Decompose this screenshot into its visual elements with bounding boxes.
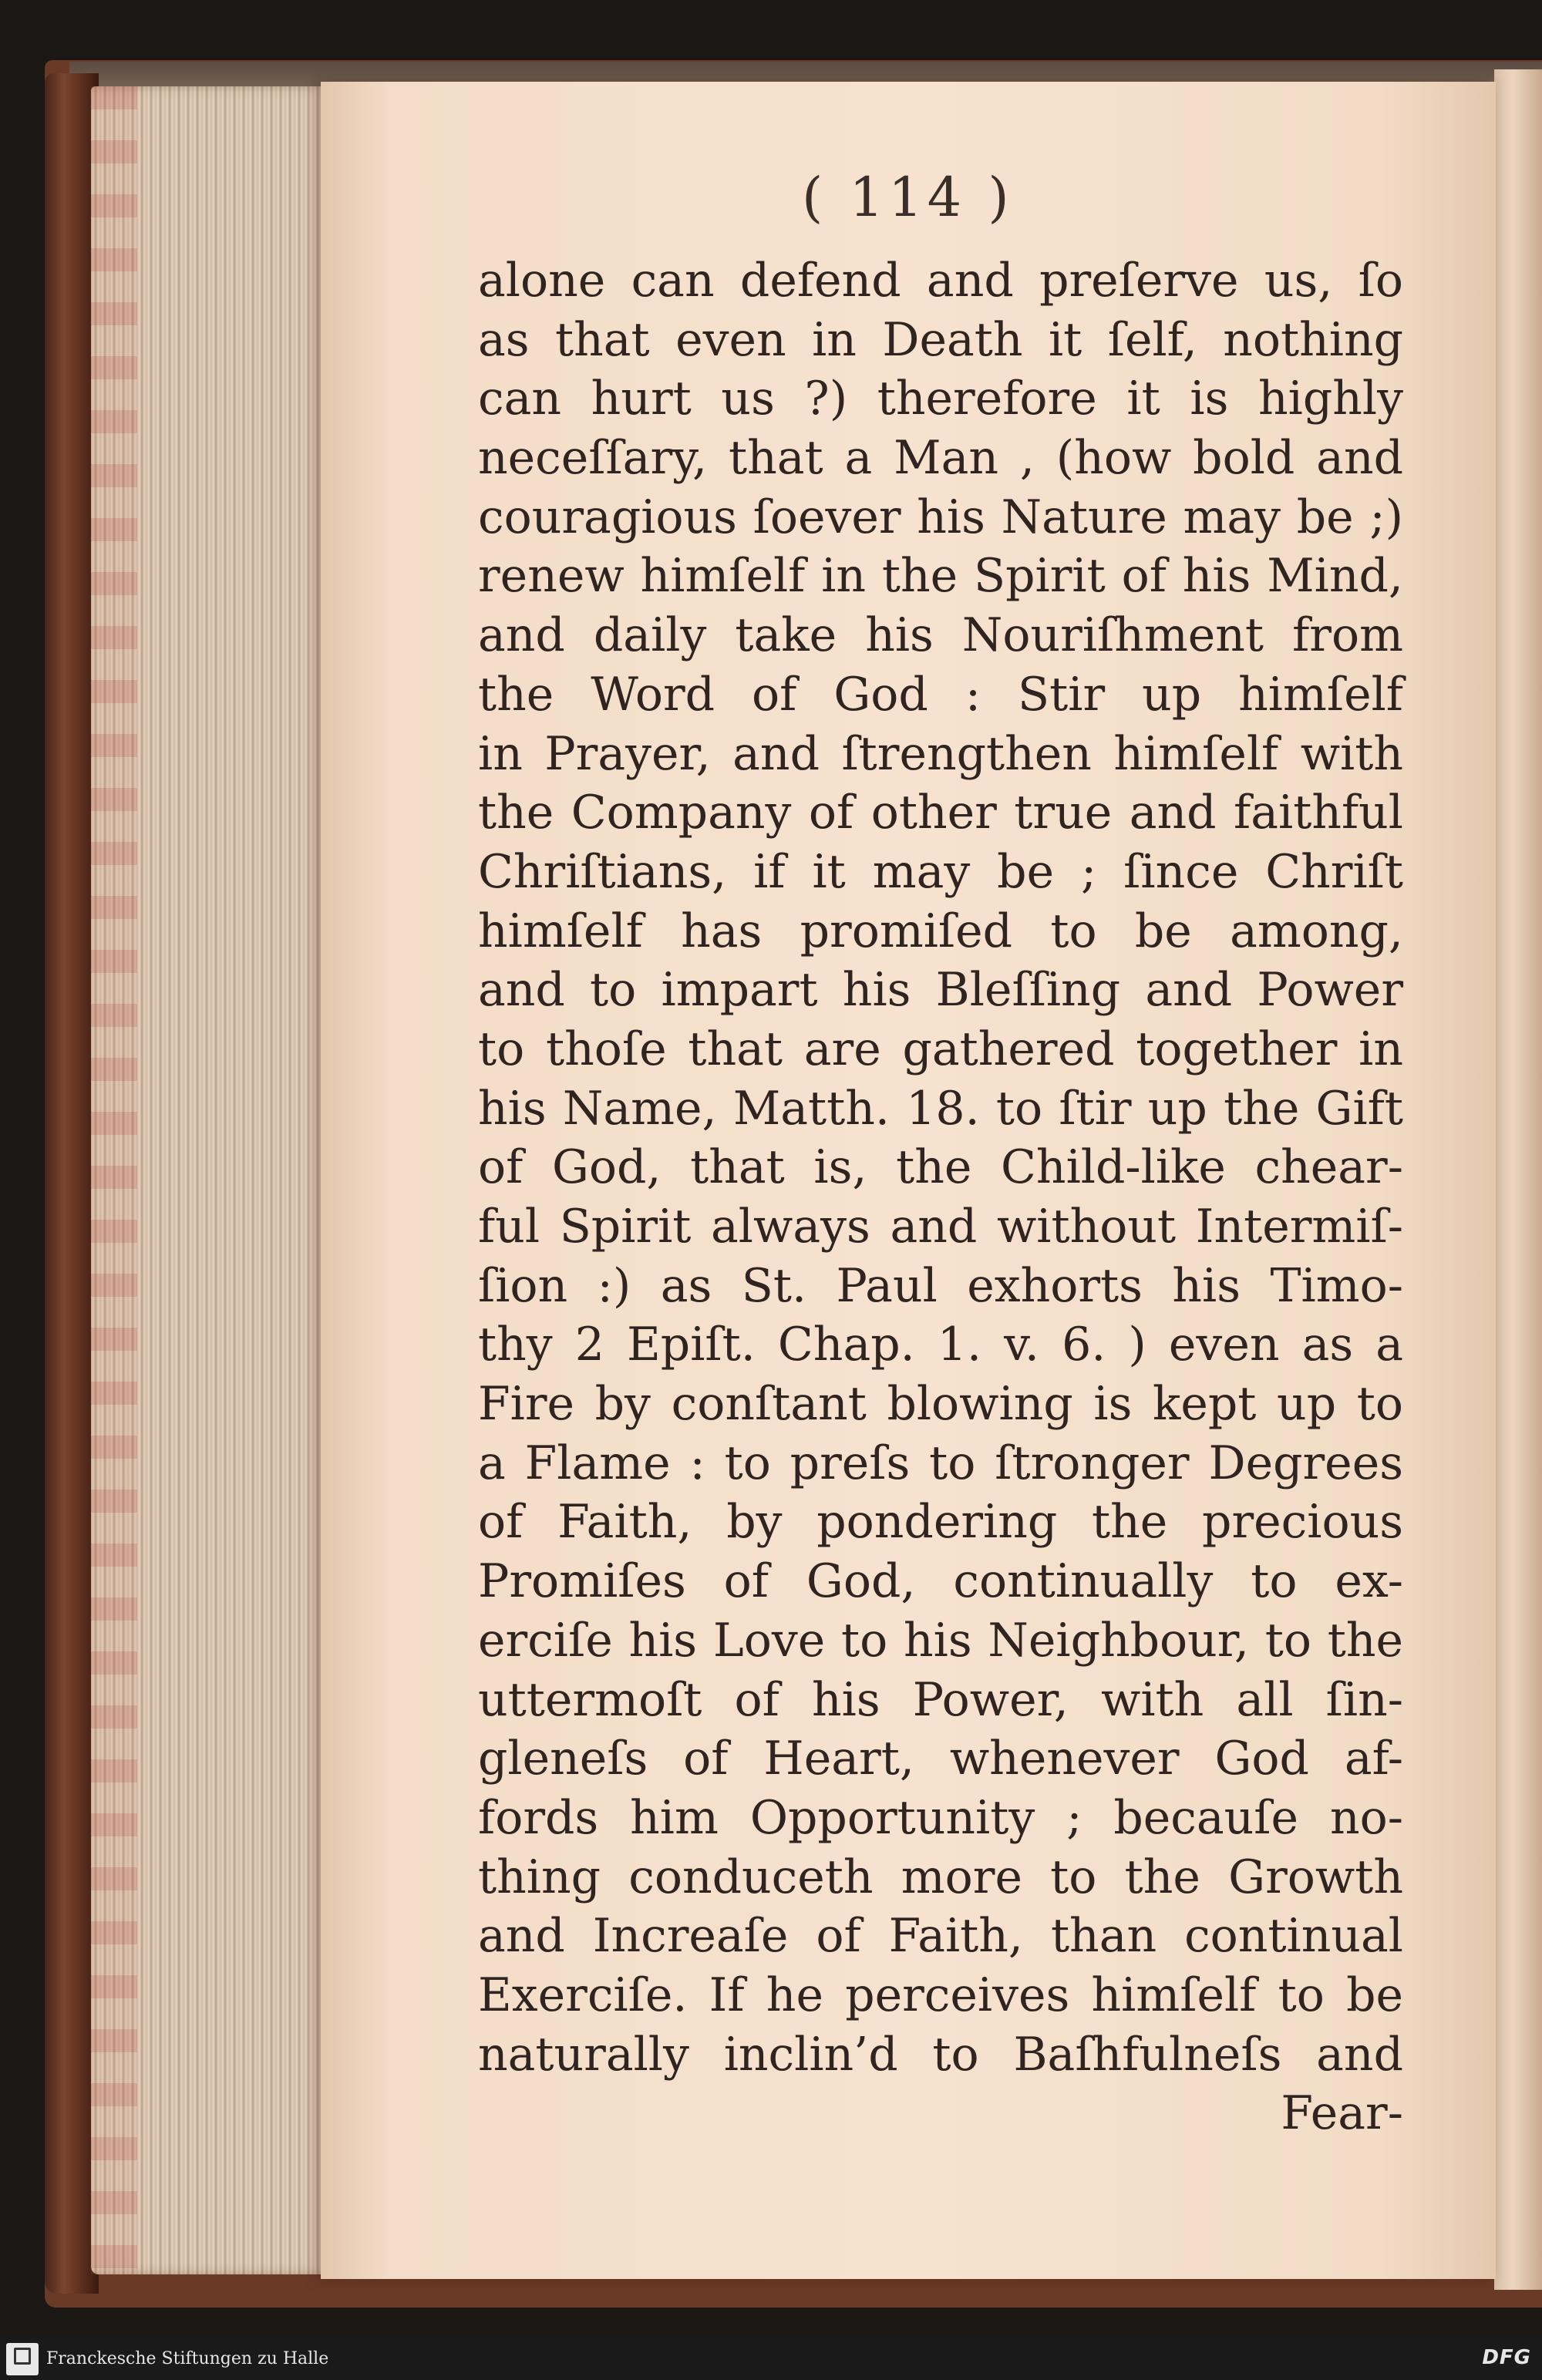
text-line: ſion :) as St. Paul exhorts his Timo- bbox=[478, 1258, 1403, 1313]
text-line: renew himſelf in the Spirit of his Mind, bbox=[478, 549, 1403, 604]
text-line: alone can defend and preſerve us, ſo bbox=[478, 254, 1403, 308]
text-line: naturally inclin’d to Baſhfulneſs and bbox=[478, 2027, 1403, 2082]
page-edge-stain bbox=[91, 86, 137, 2274]
text-line: the Company of other true and faithful bbox=[478, 786, 1403, 840]
text-line: in Prayer, and ſtrengthen himſelf with bbox=[478, 726, 1403, 781]
text-line: Chriſtians, if it may be ; ſince Chriſt bbox=[478, 844, 1403, 899]
footer-bar bbox=[0, 2338, 1542, 2380]
text-line: can hurt us ?) therefore it is highly bbox=[478, 372, 1403, 426]
foundation-logo-icon bbox=[6, 2343, 39, 2375]
text-line: Exerciſe. If he perceives himſelf to be bbox=[478, 1968, 1403, 2022]
page-number: ( 114 ) bbox=[802, 166, 1014, 229]
text-line: himſelf has promiſed to be among, bbox=[478, 904, 1403, 958]
text-line: thy 2 Epiſt. Chap. 1. v. 6. ) even as a bbox=[478, 1318, 1403, 1372]
text-line: Fire by conſtant blowing is kept up to bbox=[478, 1377, 1403, 1432]
text-line: fords him Opportunity ; becauſe no- bbox=[478, 1790, 1403, 1845]
catchword: Fear- bbox=[1281, 2086, 1403, 2141]
text-line: to thoſe that are gathered together in bbox=[478, 1022, 1403, 1076]
facing-page-edge bbox=[1494, 69, 1542, 2290]
text-line: Promiſes of God, continually to ex- bbox=[478, 1554, 1403, 1609]
text-line: couragious ſoever his Nature may be ;) bbox=[478, 490, 1403, 544]
text-line: as that even in Death it ſelf, nothing bbox=[478, 312, 1403, 367]
dfg-logo: DFG bbox=[1482, 2346, 1531, 2369]
text-line: the Word of God : Stir up himſelf bbox=[478, 667, 1403, 722]
text-line: and Increaſe of Faith, than continual bbox=[478, 1909, 1403, 1964]
text-line: gleneſs of Heart, whenever God af- bbox=[478, 1732, 1403, 1786]
text-line: thing conduceth more to the Growth bbox=[478, 1850, 1403, 1904]
text-line: and to impart his Bleſſing and Power bbox=[478, 963, 1403, 1018]
text-line: and daily take his Nouriſhment from bbox=[478, 608, 1403, 663]
text-line: erciſe his Love to his Neighbour, to the bbox=[478, 1613, 1403, 1668]
text-line: of Faith, by pondering the precious bbox=[478, 1495, 1403, 1550]
text-line: his Name, Matth. 18. to ſtir up the Gift bbox=[478, 1081, 1403, 1136]
text-line: ful Spirit always and without Intermiſ- bbox=[478, 1200, 1403, 1254]
text-line: neceſſary, that a Man , (how bold and bbox=[478, 431, 1403, 486]
page-body-text bbox=[478, 251, 1403, 2143]
text-line: of God, that is, the Child-like chear- bbox=[478, 1140, 1403, 1195]
text-line: uttermoſt of his Power, with all ſin- bbox=[478, 1672, 1403, 1727]
text-line: a Flame : to preſs to ſtronger Degrees bbox=[478, 1436, 1403, 1490]
institution-credit[interactable]: Franckesche Stiftungen zu Halle bbox=[46, 2349, 329, 2368]
